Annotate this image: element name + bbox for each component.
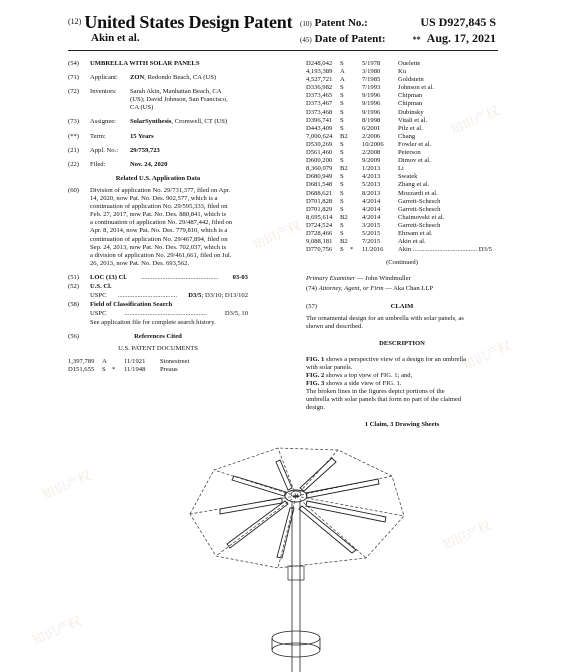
uscl-secondary: ; D3/10; D13/102 [201, 292, 248, 300]
umbrella-pole [292, 502, 300, 672]
reference-row [68, 358, 248, 366]
ref-name: Vitali et al. [398, 116, 428, 124]
ref-name: Garrett-Schesch [398, 197, 441, 205]
ref-number: D248,042 [306, 60, 333, 67]
fig-label: FIG. 3 [306, 380, 325, 388]
ref-name: Dimov et al. [398, 157, 431, 165]
term-label: Term: [90, 132, 106, 140]
filed-date: Nov. 24, 2020 [130, 160, 168, 168]
reference-row [306, 222, 498, 230]
ref-name: Chang [398, 132, 416, 140]
ref-kind: S [340, 181, 344, 189]
ref-name: Dubinsky [398, 108, 424, 116]
primary-examiner [306, 275, 498, 283]
ref-kind: S [340, 124, 344, 132]
related-line: continuation of application No. 29/467,894, filed on [90, 235, 228, 243]
claim-heading: CLAIM [390, 302, 414, 310]
ref-star [350, 173, 362, 181]
primary-examiner-label: Primary Examiner [306, 275, 356, 283]
filed-label: Filed: [90, 160, 106, 168]
fig-text: shows a perspective view of a design for an umbrella [324, 355, 467, 363]
ref-kind: S [340, 205, 344, 213]
ref-star [350, 206, 362, 214]
fig-text: shows a side view of FIG. 1. [324, 380, 402, 388]
appl-label: Appl. No.: [90, 146, 119, 154]
ref-star [112, 358, 124, 366]
ref-number: D336,982 [306, 84, 333, 92]
patent-no-label: Patent No.: [314, 17, 368, 29]
watermark: 知识产权 [440, 518, 494, 554]
ref-date: 2/2006 [362, 132, 381, 140]
reference-row [306, 190, 498, 198]
ref-date: 7/2015 [362, 238, 381, 246]
ref-name: Goldstein [398, 76, 424, 84]
ref-number: 7,000,624 [306, 132, 333, 140]
applicant-location: , Redondo Beach, CA (US) [144, 74, 217, 82]
inventors-row [68, 88, 248, 112]
ref-name: Stonestreet [160, 357, 190, 365]
ref-star [350, 222, 362, 230]
ref-kind: S [340, 108, 344, 116]
uscl-value-row [68, 292, 248, 300]
ref-number: 8,360,079 [306, 165, 333, 173]
ref-star [350, 181, 362, 189]
ref-star [350, 214, 362, 222]
ref-kind: S [340, 92, 344, 100]
ref-kind: B2 [340, 165, 348, 173]
ref-kind: B2 [340, 238, 348, 246]
ref-name: Li [398, 165, 404, 173]
ref-kind: S [340, 149, 344, 157]
refs-heading: References Cited [134, 333, 182, 341]
ref-number: 1,397,789 [68, 357, 95, 365]
pole-base [272, 631, 320, 657]
reference-row [306, 60, 498, 68]
ref-star: * [350, 246, 354, 254]
ref-date: 9/1996 [362, 92, 381, 100]
ref-name: Akin et al. [398, 238, 426, 246]
ref-number: D701,829 [306, 205, 333, 213]
assignee-location: , Cromwell, CT (US) [171, 118, 228, 126]
leader-dots: .................................... [117, 292, 178, 300]
reference-row [68, 366, 248, 374]
ref-star [350, 109, 362, 117]
ref-star [350, 100, 362, 108]
fig-label: FIG. 2 [306, 372, 325, 380]
inid-code: (10) [300, 20, 312, 28]
ref-kind: S [340, 246, 344, 254]
ref-star [350, 149, 362, 157]
refs-continued: (Continued) [386, 259, 418, 267]
ref-name: Zhang et al. [398, 181, 430, 189]
reference-row [306, 157, 498, 165]
related-line: 26, 2013, now Pat. No. Des. 693,562. [90, 259, 190, 267]
ref-number: D688,621 [306, 189, 333, 197]
refs-heading-row [68, 333, 248, 341]
ref-number: D396,741 [306, 116, 333, 124]
ref-number: D680,949 [306, 173, 333, 181]
ref-name: Garrett-Schesch [398, 205, 441, 213]
claim-line: shown and described. [306, 322, 363, 330]
fig-label: FIG. 1 [306, 355, 325, 363]
field-label: Field of Classification Search [90, 301, 173, 309]
field-note: See application file for complete search history. [90, 319, 216, 327]
ref-name: Akin ....................................... D3/5 [398, 246, 492, 254]
related-line: Feb. 27, 2017, now Pat. No. Des. 880,841, which is [90, 211, 227, 219]
reference-row [306, 68, 498, 76]
reference-row [306, 125, 498, 133]
ref-date: 3/1980 [362, 68, 381, 76]
ref-number: D681,548 [306, 181, 333, 189]
ref-name: Johnson et al. [398, 84, 435, 92]
ref-star [350, 92, 362, 100]
date-label: Date of Patent: [314, 33, 386, 45]
watermark: 知识产权 [40, 468, 94, 504]
inid-code: (45) [300, 36, 312, 44]
ref-kind: S [340, 60, 344, 67]
fig-description [306, 356, 498, 364]
field-value-row [68, 310, 248, 318]
ref-date: 4/2014 [362, 205, 381, 213]
note-line: The broken lines in the figures depict portions of the [306, 388, 445, 396]
reference-row [306, 173, 498, 181]
ref-kind: S [340, 140, 344, 148]
inid-code: (22) [68, 160, 79, 168]
applicant-row [68, 74, 248, 82]
loc-row [68, 274, 248, 282]
inid-code: (21) [68, 146, 79, 154]
field-value: D3/5, 10 [224, 310, 248, 318]
ref-date: 9/2009 [362, 157, 381, 165]
ref-date: 5/2015 [362, 229, 381, 237]
ref-star [350, 230, 362, 238]
reference-row [306, 246, 498, 254]
related-line: a division of application No. 29/461,661, filed on Jul. [90, 251, 232, 259]
fig-text: shows a top view of FIG. 1; and, [324, 372, 413, 380]
primary-examiner-name: — John Windmuller [355, 275, 411, 283]
inventors-short: Akin et al. [91, 32, 140, 44]
reference-row [306, 76, 498, 84]
ref-kind: A [340, 76, 345, 84]
design-title: UMBRELLA WITH SOLAR PANELS [90, 60, 200, 67]
refs-right-list [306, 60, 498, 254]
ref-date: 11/2016 [362, 246, 384, 254]
inid-code: (74) [306, 285, 317, 293]
ref-kind: S [340, 173, 344, 181]
description-figs [306, 356, 498, 388]
ref-name: Chaimovski et al. [398, 213, 445, 221]
ref-date: 8/1998 [362, 116, 381, 124]
related-line: Apr. 8, 2014, now Pat. No. Des. 779,810, which is a [90, 227, 228, 235]
ref-kind: S [340, 197, 344, 205]
ref-kind: A [102, 357, 107, 365]
inid-code: (60) [68, 186, 79, 194]
ref-date: 9/1996 [362, 108, 381, 116]
ref-name: Chipman [398, 92, 423, 100]
pole-collar [288, 566, 304, 580]
ref-star [350, 157, 362, 165]
fig-description [306, 380, 498, 388]
reference-row [306, 181, 498, 189]
attorney [306, 285, 498, 293]
related-line: Sep. 24, 2013, now Pat. No. Des. 702,037, which is [90, 243, 227, 251]
ref-star [350, 76, 362, 84]
reference-row [306, 165, 498, 173]
ref-number: 8,695,614 [306, 213, 333, 221]
ref-star: * [112, 365, 116, 373]
ref-number: 9,088,181 [306, 238, 333, 246]
ref-date: 6/2001 [362, 124, 381, 132]
reference-row [306, 133, 498, 141]
ref-kind: S [340, 100, 344, 108]
ref-name: Peterson [398, 149, 421, 157]
fig-text: with solar panels. [306, 364, 353, 371]
inid-code: (71) [68, 74, 79, 82]
ref-date: 4/2013 [362, 173, 381, 181]
ref-name: Chipman [398, 100, 423, 108]
patent-title-heading: United States Design Patent [84, 12, 293, 32]
ref-date: 7/1985 [362, 76, 381, 84]
refs-left-list [68, 358, 248, 374]
inid-code: (51) [68, 273, 79, 281]
reference-row [306, 214, 498, 222]
reference-row [306, 198, 498, 206]
reference-row [306, 149, 498, 157]
ref-number: D443,409 [306, 124, 333, 132]
ref-date: 5/1978 [362, 60, 381, 67]
leader-dots: ............................................... [140, 273, 219, 281]
term-row [68, 133, 248, 141]
reference-row [306, 206, 498, 214]
title-row [68, 60, 248, 68]
inid-code: (73) [68, 118, 79, 126]
inid-code: (56) [68, 333, 79, 341]
ref-number: D373,467 [306, 100, 333, 108]
ref-number: D561,460 [306, 149, 333, 157]
watermark: 知识产权 [30, 613, 84, 649]
assignee-name: SolarSynthesis [130, 118, 172, 126]
claims-summary: 1 Claim, 3 Drawing Sheets [364, 420, 440, 428]
appl-row [68, 147, 248, 155]
patent-type-heading [68, 12, 292, 33]
ref-star [350, 141, 362, 149]
ref-star [350, 68, 362, 76]
left-column [68, 60, 248, 374]
loc-value: 03-03 [232, 273, 248, 281]
reference-row [306, 117, 498, 125]
patent-number: US D927,845 S [420, 15, 496, 29]
ref-date: 10/2006 [362, 140, 384, 148]
claim-line: The ornamental design for an umbrella with solar panels, as [306, 314, 464, 322]
ref-name: Ouelette [398, 60, 421, 67]
inid-code: (58) [68, 301, 79, 309]
ref-date: 11/1948 [124, 365, 146, 373]
reference-row [306, 100, 498, 108]
ref-number: D600,200 [306, 157, 333, 165]
applicant-label: Applicant: [90, 74, 118, 82]
ref-date: 11/1921 [124, 357, 146, 365]
ref-date: 8/2013 [362, 189, 381, 197]
ref-star [350, 190, 362, 198]
ref-kind: S [340, 84, 344, 92]
right-column [306, 60, 498, 433]
claim-heading-row [306, 303, 498, 311]
description-heading: DESCRIPTION [379, 339, 425, 347]
note-line: umbrella with solar panels that form no part of the claimed [306, 396, 462, 404]
ref-date: 7/1993 [362, 84, 381, 92]
ref-name: Ku [398, 68, 407, 76]
umbrella-drawing [150, 438, 440, 672]
ref-star [350, 165, 362, 173]
ref-number: D373,468 [306, 108, 333, 116]
inventor-line: CA (US) [130, 104, 154, 112]
watermark: 知识产权 [448, 103, 502, 139]
ref-date: 1/2013 [362, 165, 381, 173]
inventor-line: (US); David Johnson, San Francisco, [130, 96, 228, 104]
term-value: 15 Years [130, 132, 154, 140]
fig-description [306, 364, 498, 372]
reference-row [306, 109, 498, 117]
patent-date: Aug. 17, 2021 [426, 31, 496, 45]
reference-row [306, 92, 498, 100]
ref-date: 4/2014 [362, 213, 381, 221]
ref-kind: S [340, 221, 344, 229]
ref-kind: B2 [340, 213, 348, 221]
inid-code: (72) [68, 88, 79, 96]
ref-date: 2/2008 [362, 149, 381, 157]
related-line: continuation of application No. 29/595,333, filed on [90, 203, 228, 211]
ref-star [350, 198, 362, 206]
ref-date: 3/2015 [362, 221, 381, 229]
note-line: design. [306, 404, 325, 412]
inid-code: (54) [68, 60, 79, 67]
inid-code: (12) [68, 17, 82, 26]
ref-star [350, 117, 362, 125]
related-line: Division of application No. 29/731,377, filed on Apr. [90, 186, 231, 194]
ref-name: Swatek [398, 173, 418, 181]
ref-name: Preaus [160, 365, 178, 373]
header-rule [68, 50, 498, 51]
uspc-label: USPC [90, 292, 107, 300]
uspc-label: USPC [90, 310, 107, 318]
ref-star [350, 238, 362, 246]
ref-name: Fowler et al. [398, 140, 432, 148]
description-note [306, 388, 498, 412]
ref-number: D701,828 [306, 197, 333, 205]
ref-date: 4/2014 [362, 197, 381, 205]
related-row [68, 187, 248, 268]
related-line: 14, 2020, now Pat. No. Des. 902,577, which is a [90, 195, 218, 203]
ref-kind: S [340, 157, 344, 165]
uscl-row [68, 283, 248, 291]
assignee-label: Assignee: [90, 118, 117, 126]
ref-number: D530,269 [306, 140, 333, 148]
inid-code: (52) [68, 282, 79, 290]
ref-kind: S [340, 116, 344, 124]
ref-star [350, 125, 362, 133]
claim-text [306, 315, 498, 331]
related-line: a continuation of application No. 29/487,442, filed on [90, 219, 233, 227]
watermark: 知识产权 [460, 338, 514, 374]
reference-row [306, 230, 498, 238]
ref-name: Mozzardi et al. [398, 189, 438, 197]
ref-date: 9/1996 [362, 100, 381, 108]
inventors-label: Inventors: [90, 88, 117, 96]
field-note-row [68, 319, 248, 327]
ref-kind: S [340, 189, 344, 197]
inid-code: (57) [306, 302, 317, 310]
ref-star [350, 84, 362, 92]
field-row [68, 301, 248, 309]
applicant-name: ZON [130, 74, 145, 82]
reference-row [306, 238, 498, 246]
attorney-label: Attorney, Agent, or Firm [318, 285, 384, 293]
related-heading: Related U.S. Application Data [115, 174, 201, 182]
leader-dots: .................................................. [124, 310, 207, 318]
ref-name: Ehrsam et al. [398, 229, 433, 237]
date-stars: ** [412, 35, 421, 44]
ref-number: 4,527,721 [306, 76, 333, 84]
reference-row [306, 84, 498, 92]
uscl-primary: D3/5 [188, 292, 202, 300]
filed-row [68, 161, 248, 169]
ref-number: D728,466 [306, 229, 333, 237]
loc-label: LOC (13) Cl. [90, 273, 127, 281]
attorney-name: — Aka Chan LLP [383, 285, 434, 293]
ref-kind: S [340, 229, 344, 237]
inventor-line: Sarah Akin, Manhattan Beach, CA [130, 88, 222, 96]
canopy-outline [190, 448, 404, 568]
patent-number-block [300, 15, 496, 47]
ref-number: D770,756 [306, 246, 333, 254]
ref-star [350, 133, 362, 141]
ref-number: D724,524 [306, 221, 333, 229]
ref-name: Garrett-Schesch [398, 221, 441, 229]
fig-description [306, 372, 498, 380]
ref-kind: A [340, 68, 345, 76]
ref-kind: S [102, 365, 106, 373]
ref-number: 4,193,389 [306, 68, 333, 76]
inid-code: (**) [68, 132, 79, 140]
watermark: 知识产权 [250, 218, 304, 254]
reference-row [306, 141, 498, 149]
uscl-label: U.S. Cl. [90, 282, 112, 290]
assignee-row [68, 118, 248, 126]
ref-date: 5/2013 [362, 181, 381, 189]
ref-number: D373,465 [306, 92, 333, 100]
ref-number: D151,655 [68, 365, 95, 373]
ref-star [350, 60, 362, 68]
ref-name: Pilz et al. [398, 124, 423, 132]
refs-subheading: U.S. PATENT DOCUMENTS [118, 344, 198, 352]
appl-number: 29/759,723 [130, 146, 160, 154]
ref-kind: B2 [340, 132, 348, 140]
